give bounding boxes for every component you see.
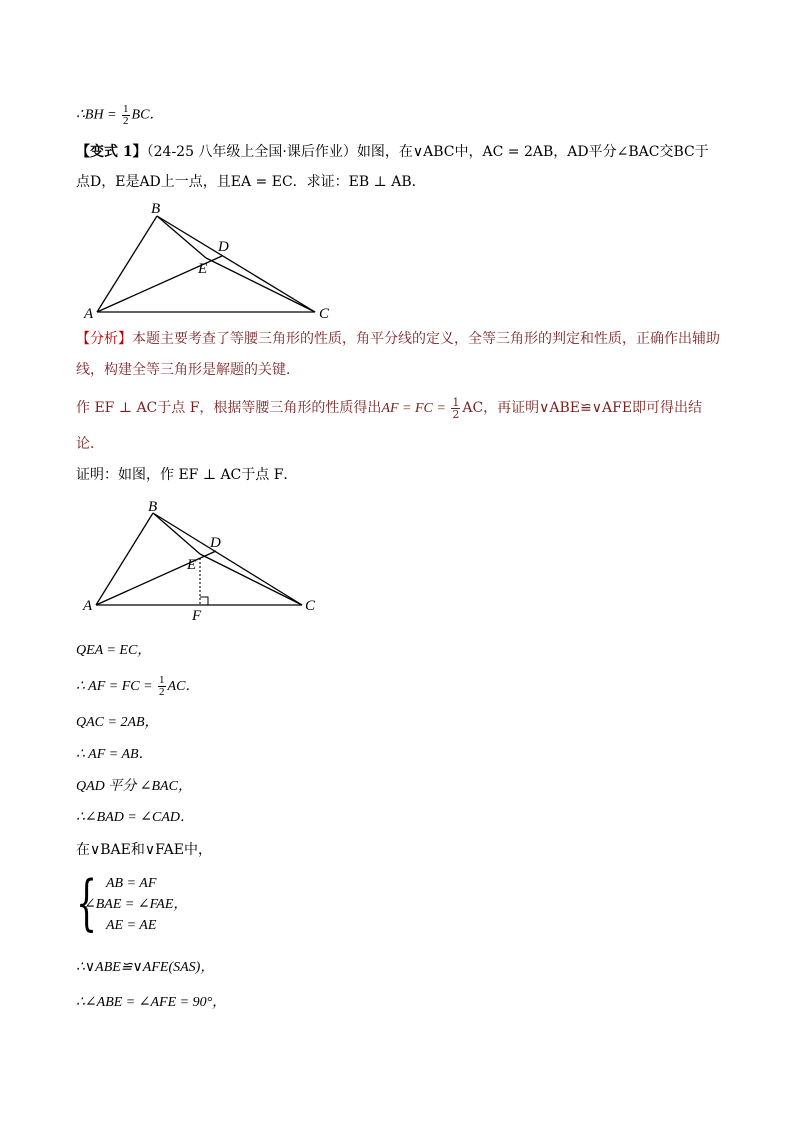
segment-be xyxy=(157,216,206,258)
left-brace-icon: { xyxy=(76,868,98,938)
proof-step-9: ∴∠ABE = ∠AFE = 90°， xyxy=(76,995,227,1010)
proof-step-6: ∴∠BAD = ∠CAD． xyxy=(76,810,195,825)
bh-tail: BC． xyxy=(131,107,164,123)
segment-bc xyxy=(157,216,315,312)
analysis-line-3 xyxy=(76,393,702,423)
segment-ec xyxy=(206,258,315,312)
analysis-line-4 xyxy=(76,434,104,454)
triangle-figure-1 xyxy=(80,198,340,322)
label-a: A xyxy=(83,598,93,614)
equation-system xyxy=(76,868,276,938)
analysis-line-1 xyxy=(76,329,720,349)
label-c: C xyxy=(305,598,316,614)
bh-fraction: $\frac{1}{2}$ xyxy=(123,103,129,127)
system-row-3: AE = AE xyxy=(106,918,157,933)
proof-step-7: 在∨BAE和∨FAE中， xyxy=(76,842,212,858)
segment-be xyxy=(153,513,200,554)
analysis-text-4: 论． xyxy=(76,436,104,452)
variant-line-1 xyxy=(76,142,709,162)
segment-bc xyxy=(153,513,302,605)
label-f: F xyxy=(192,608,202,623)
segment-ab xyxy=(96,513,153,605)
segment-ab xyxy=(97,216,157,312)
label-b: B xyxy=(151,201,161,217)
analysis-text-3c: AC，再证明∨ABE≌∨AFE即可得出结 xyxy=(462,400,703,416)
label-b: B xyxy=(148,499,158,515)
proof-step-1: QEA = EC， xyxy=(76,643,152,658)
label-e: E xyxy=(187,557,197,573)
proof-step-4: ∴ AF = AB． xyxy=(76,747,153,762)
bh-text: ∴BH = xyxy=(76,107,121,123)
proof-intro: 证明：如图，作 EF ⊥ AC于点 F． xyxy=(76,467,298,483)
proof-step-2: ∴ AF = FC = $\frac{1}{2}$ AC． xyxy=(76,674,200,699)
analysis-text-3a: 作 EF ⊥ AC于点 F，根据等腰三角形的性质得出 xyxy=(76,400,382,416)
label-e: E xyxy=(198,261,208,277)
system-row-1: AB = AF xyxy=(106,876,157,891)
triangle-figure-2 xyxy=(80,498,330,623)
proof-step-3: QAC = 2AB， xyxy=(76,715,159,730)
analysis-label: 【分析】 xyxy=(76,331,132,347)
proof-step-5: QAD 平分 ∠BAC， xyxy=(76,779,192,794)
segment-ad xyxy=(96,551,216,605)
label-a: A xyxy=(84,306,94,322)
step2-fraction: $\frac{1}{2}$ xyxy=(159,674,165,699)
variant-label: 【变式 1】 xyxy=(76,144,147,160)
right-angle-mark xyxy=(200,597,208,605)
proof-step-8: ∴∨ABE≌∨AFE(SAS)， xyxy=(76,960,215,975)
analysis-fraction: $\frac{1}{2}$ xyxy=(452,395,460,421)
variant-source: （24-25 八年级上全国·课后作业） xyxy=(146,144,357,160)
variant-line-2 xyxy=(76,172,426,192)
variant-text-1: 如图，在∨ABC中，AC = 2AB，AD平分∠BAC交BC于 xyxy=(356,144,709,160)
label-d: D xyxy=(218,239,229,255)
analysis-text-3b: AF = FC = xyxy=(381,401,450,416)
segment-ec xyxy=(200,554,302,605)
analysis-line-2 xyxy=(76,360,300,380)
analysis-text-2: 线，构建全等三角形是解题的关键． xyxy=(76,362,300,378)
label-d: D xyxy=(210,535,221,551)
analysis-text-1: 本题主要考查了等腰三角形的性质，角平分线的定义，全等三角形的判定和性质，正确作出辅助 xyxy=(132,331,720,347)
variant-text-2: 点D，E是AD上一点，且EA = EC．求证：EB ⊥ AB． xyxy=(76,174,426,190)
conclusion-bh xyxy=(76,104,163,127)
label-c: C xyxy=(319,306,330,322)
system-row-2: ∠BAE = ∠FAE， xyxy=(84,897,188,912)
